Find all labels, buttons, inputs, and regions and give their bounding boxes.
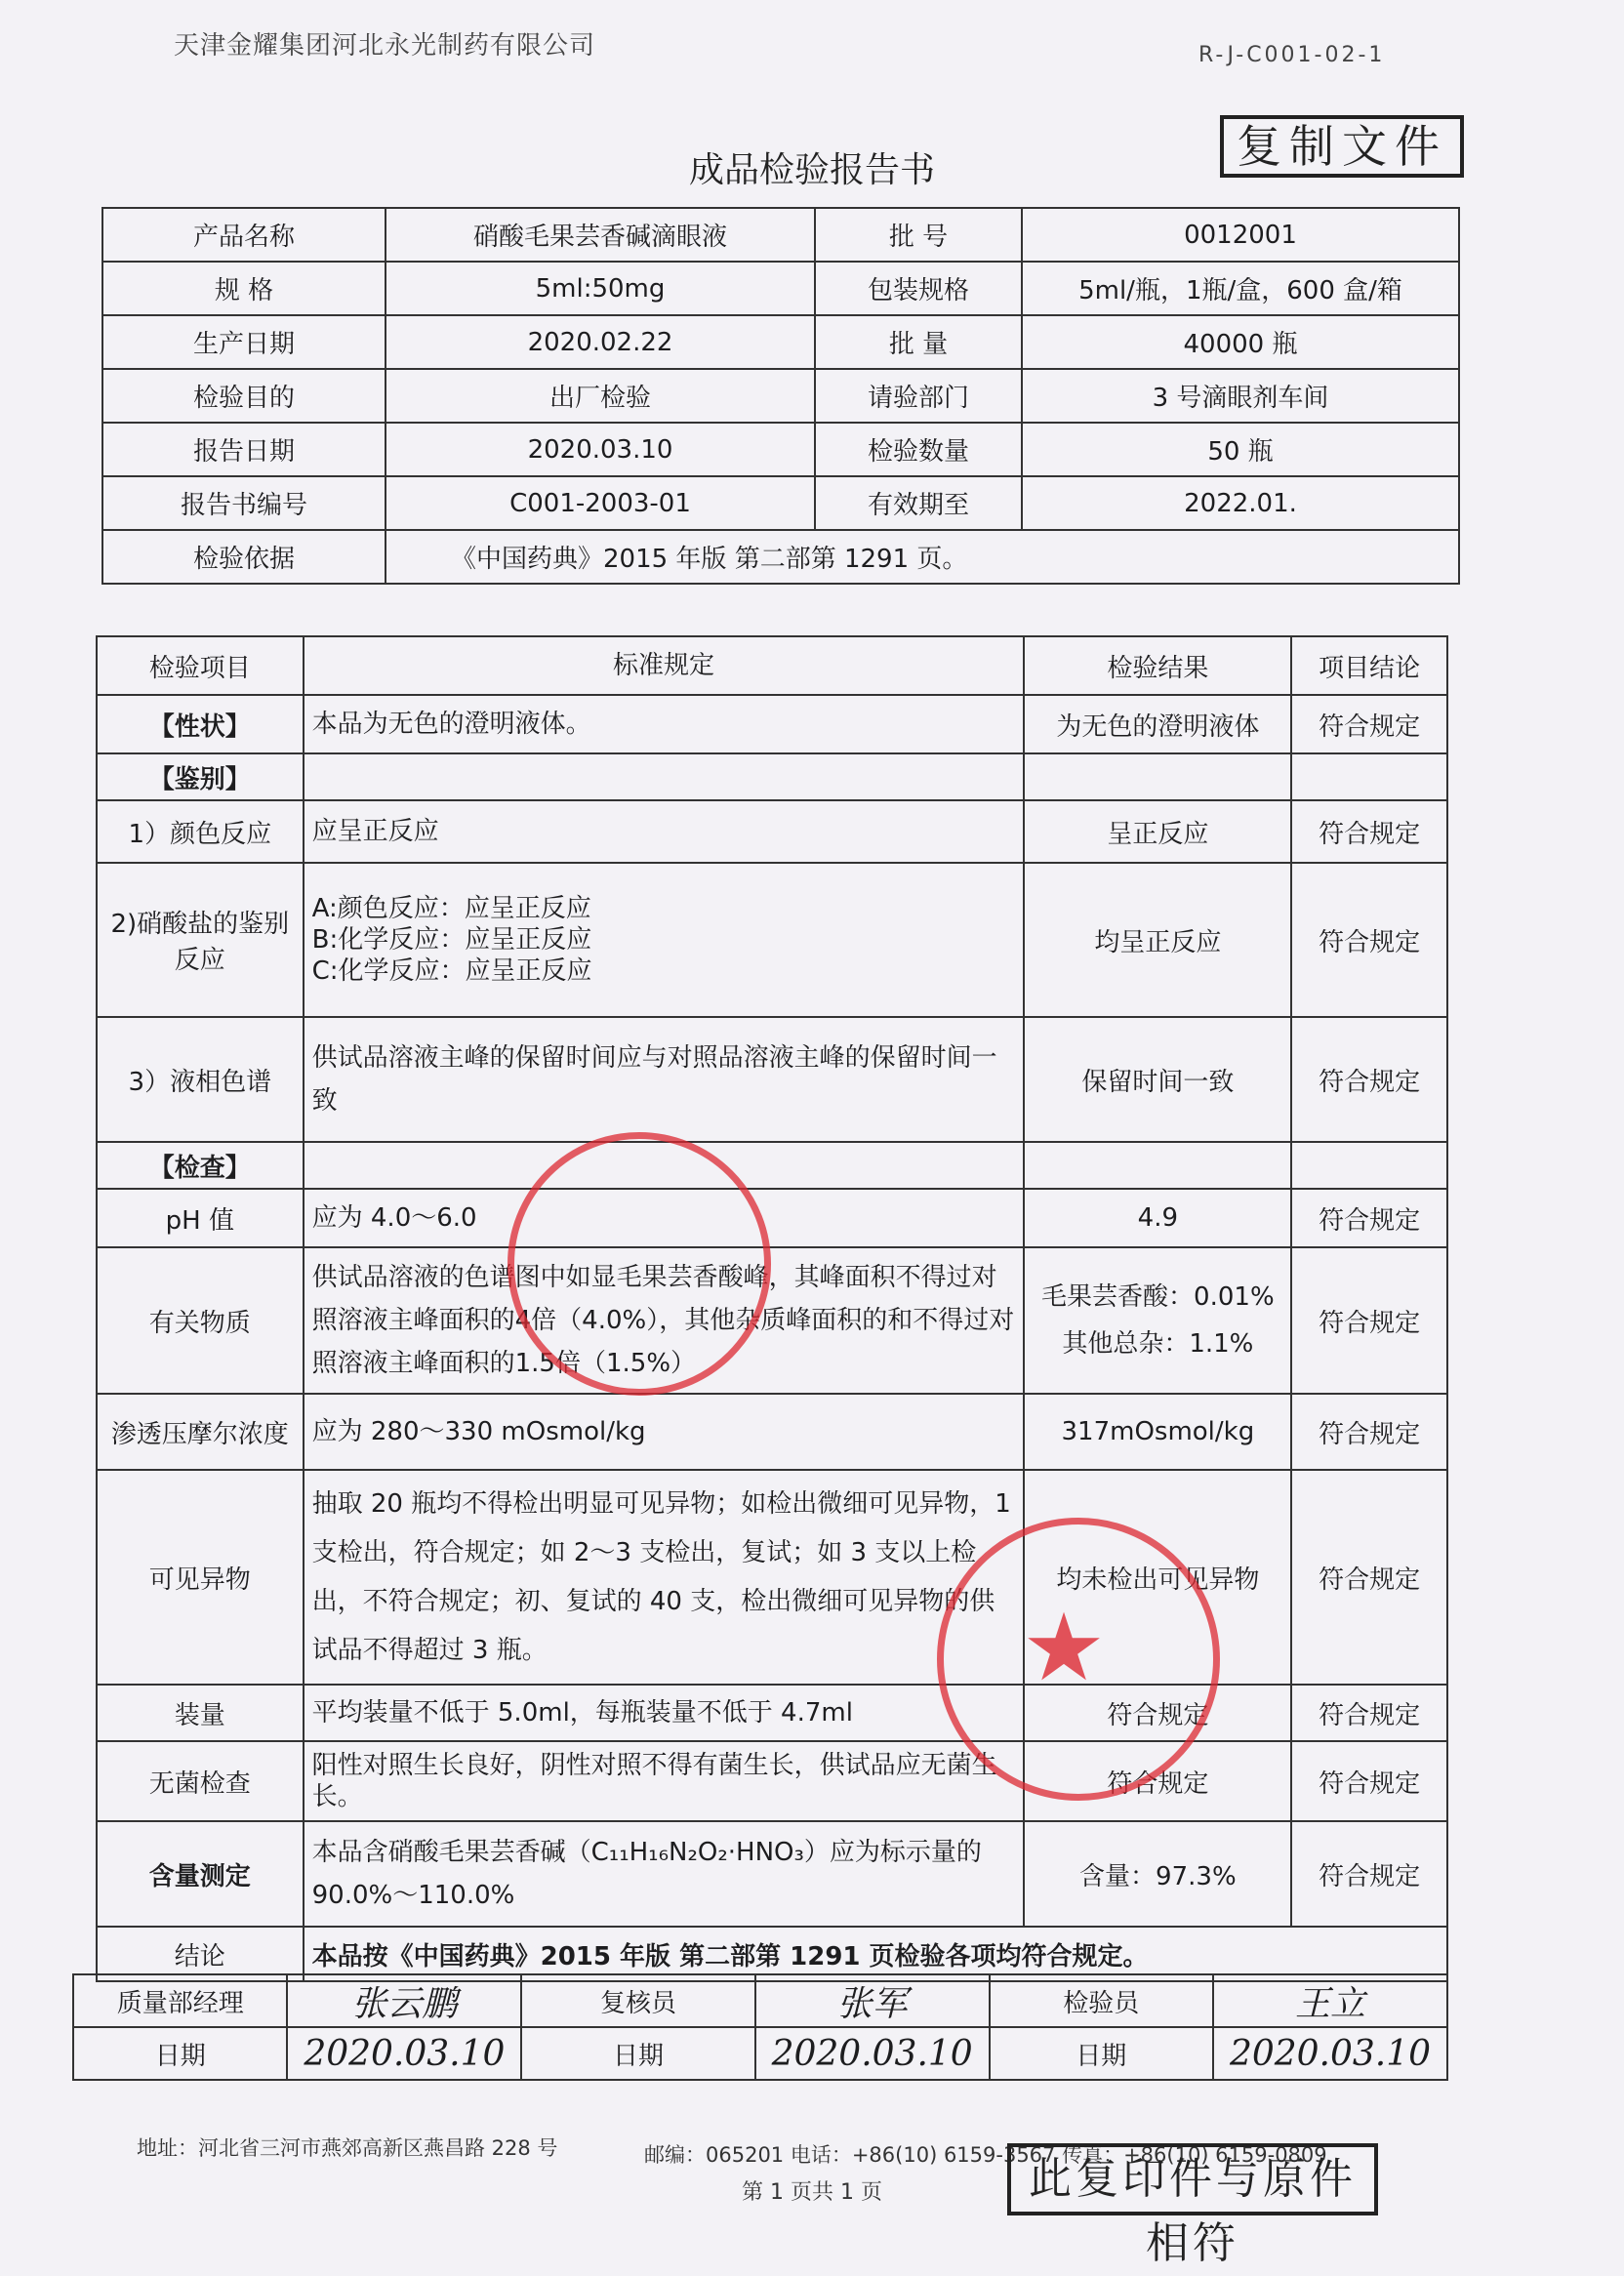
visible-item: 可见异物 <box>97 1470 304 1685</box>
fill-standard: 平均装量不低于 5.0ml，每瓶装量不低于 4.7ml <box>304 1685 1025 1741</box>
date-label-1: 日期 <box>73 2027 287 2080</box>
sterile-conclusion: 符合规定 <box>1291 1741 1447 1821</box>
prod-date-label: 生产日期 <box>102 315 386 369</box>
certified-copy-stamp: 此复印件与原件相符 <box>1007 2143 1378 2215</box>
ident3-standard: 供试品溶液主峰的保留时间应与对照品溶液主峰的保留时间一致 <box>304 1017 1025 1142</box>
reviewer-label: 复核员 <box>521 1974 754 2027</box>
visible-conclusion: 符合规定 <box>1291 1470 1447 1685</box>
fill-conclusion: 符合规定 <box>1291 1685 1447 1741</box>
reviewer-signature: 张军 <box>755 1974 990 2027</box>
date-label-3: 日期 <box>990 2027 1213 2080</box>
ident2-conclusion: 符合规定 <box>1291 863 1447 1017</box>
expiry-label: 有效期至 <box>815 476 1022 530</box>
conclusion-text: 本品按《中国药典》2015 年版 第二部第 1291 页检验各项均符合规定。 <box>304 1927 1447 1981</box>
dept-label: 请验部门 <box>815 369 1022 423</box>
conclusion-label: 结论 <box>97 1927 304 1981</box>
osmo-result: 317mOsmol/kg <box>1024 1394 1291 1470</box>
date-2: 2020.03.10 <box>755 2027 990 2080</box>
ident1-result: 呈正反应 <box>1024 800 1291 863</box>
batch-qty-label: 批 量 <box>815 315 1022 369</box>
inspector-label: 检验员 <box>990 1974 1213 2027</box>
check-section: 【检查】 <box>97 1142 304 1189</box>
date-1: 2020.03.10 <box>287 2027 521 2080</box>
assay-conclusion: 符合规定 <box>1291 1821 1447 1927</box>
test-qty-label: 检验数量 <box>815 423 1022 476</box>
purpose: 出厂检验 <box>386 369 815 423</box>
ident2-standard-b: B:化学反应：应呈正反应 <box>311 925 592 955</box>
related-conclusion: 符合规定 <box>1291 1247 1447 1394</box>
test-qty: 50 瓶 <box>1022 423 1459 476</box>
qc-seal <box>937 1518 1220 1801</box>
date-label-2: 日期 <box>521 2027 754 2080</box>
character-result: 为无色的澄明液体 <box>1024 695 1291 753</box>
header-result: 检验结果 <box>1024 636 1291 695</box>
pack: 5ml/瓶，1瓶/盒，600 盒/箱 <box>1022 262 1459 315</box>
basis: 《中国药典》2015 年版 第二部第 1291 页。 <box>386 530 1459 584</box>
company-seal <box>508 1132 771 1396</box>
ident2-standard <box>304 863 1025 1017</box>
company-name: 天津金耀集团河北永光制药有限公司 <box>174 31 596 61</box>
test-table <box>96 635 1448 1982</box>
qa-manager-label: 质量部经理 <box>73 1974 287 2027</box>
ph-result: 4.9 <box>1024 1189 1291 1247</box>
fill-result: 符合规定 <box>1024 1685 1291 1741</box>
fill-item: 装量 <box>97 1685 304 1741</box>
related-result-1: 毛果芸香酸：0.01% <box>1041 1282 1275 1312</box>
header-conclusion: 项目结论 <box>1291 636 1447 695</box>
star-icon: ★ <box>1022 1593 1107 1702</box>
footer-postal-phone: 邮编：065201 电话：+86(10) 6159-3567 传真：+86(10) 6159-0809 <box>644 2143 1327 2167</box>
basis-label: 检验依据 <box>102 530 386 584</box>
ident1-conclusion: 符合规定 <box>1291 800 1447 863</box>
sterile-result: 符合规定 <box>1024 1741 1291 1821</box>
product-name-label: 产品名称 <box>102 208 386 262</box>
header-standard: 标准规定 <box>304 636 1025 695</box>
ph-standard: 应为 4.0～6.0 <box>304 1189 1025 1247</box>
ident2-result: 均呈正反应 <box>1024 863 1291 1017</box>
ident2-standard-a: A:颜色反应：应呈正反应 <box>311 894 591 923</box>
batch-no: 0012001 <box>1022 208 1459 262</box>
related-standard: 供试品溶液的色谱图中如显毛果芸香酸峰，其峰面积不得过对照溶液主峰面积的4倍（4.0%），其他杂质峰面积的和不得过对照溶液主峰面积的1.5倍（1.5%） <box>304 1247 1025 1394</box>
osmo-item: 渗透压摩尔浓度 <box>97 1394 304 1470</box>
related-item: 有关物质 <box>97 1247 304 1394</box>
ident3-item: 3）液相色谱 <box>97 1017 304 1142</box>
info-table <box>102 207 1460 585</box>
batch-no-label: 批 号 <box>815 208 1022 262</box>
document-code: R-J-C001-02-1 <box>1198 43 1386 67</box>
batch-qty: 40000 瓶 <box>1022 315 1459 369</box>
spec-label: 规 格 <box>102 262 386 315</box>
qa-manager-signature: 张云鹏 <box>287 1974 521 2027</box>
copy-file-stamp: 复制文件 <box>1220 115 1464 178</box>
header-item: 检验项目 <box>97 636 304 695</box>
sterile-standard: 阳性对照生长良好，阴性对照不得有菌生长，供试品应无菌生长。 <box>304 1741 1025 1821</box>
footer-address: 地址：河北省三河市燕郊高新区燕昌路 228 号 <box>137 2136 558 2160</box>
character-item: 【性状】 <box>97 695 304 753</box>
inspector-signature: 王立 <box>1213 1974 1447 2027</box>
sterile-item: 无菌检查 <box>97 1741 304 1821</box>
ident2-item: 2)硝酸盐的鉴别反应 <box>97 863 304 1017</box>
visible-result: 均未检出可见异物 <box>1024 1470 1291 1685</box>
assay-item: 含量测定 <box>97 1821 304 1927</box>
ident-section: 【鉴别】 <box>97 753 304 800</box>
signature-table <box>72 1973 1448 2081</box>
related-result-2: 其他总杂：1.1% <box>1062 1329 1254 1359</box>
dept: 3 号滴眼剂车间 <box>1022 369 1459 423</box>
page-number: 第 1 页共 1 页 <box>742 2180 882 2205</box>
assay-standard: 本品含硝酸毛果芸香碱（C₁₁H₁₆N₂O₂·HNO₃）应为标示量的 90.0%～110.0% <box>304 1821 1025 1927</box>
report-no-label: 报告书编号 <box>102 476 386 530</box>
related-result <box>1024 1247 1291 1394</box>
product-name: 硝酸毛果芸香碱滴眼液 <box>386 208 815 262</box>
assay-result: 含量：97.3% <box>1024 1821 1291 1927</box>
ph-item: pH 值 <box>97 1189 304 1247</box>
character-standard: 本品为无色的澄明液体。 <box>304 695 1025 753</box>
pack-label: 包装规格 <box>815 262 1022 315</box>
osmo-standard: 应为 280～330 mOsmol/kg <box>304 1394 1025 1470</box>
osmo-conclusion: 符合规定 <box>1291 1394 1447 1470</box>
ident2-standard-c: C:化学反应：应呈正反应 <box>311 956 592 986</box>
report-date-label: 报告日期 <box>102 423 386 476</box>
ident1-standard: 应呈正反应 <box>304 800 1025 863</box>
expiry: 2022.01. <box>1022 476 1459 530</box>
spec: 5ml:50mg <box>386 262 815 315</box>
ident3-conclusion: 符合规定 <box>1291 1017 1447 1142</box>
page-title: 成品检验报告书 <box>688 150 935 190</box>
report-date: 2020.03.10 <box>386 423 815 476</box>
ident1-item: 1）颜色反应 <box>97 800 304 863</box>
ident3-result: 保留时间一致 <box>1024 1017 1291 1142</box>
prod-date: 2020.02.22 <box>386 315 815 369</box>
date-3: 2020.03.10 <box>1213 2027 1447 2080</box>
ph-conclusion: 符合规定 <box>1291 1189 1447 1247</box>
report-no: C001-2003-01 <box>386 476 815 530</box>
purpose-label: 检验目的 <box>102 369 386 423</box>
character-conclusion: 符合规定 <box>1291 695 1447 753</box>
visible-standard: 抽取 20 瓶均不得检出明显可见异物；如检出微细可见异物，1 支检出，符合规定；如 2～3 支检出，复试；如 3 支以上检出，不符合规定；初、复试的 40 支，检出微细可见异物的供试品不得超过 3 瓶。 <box>304 1470 1025 1685</box>
